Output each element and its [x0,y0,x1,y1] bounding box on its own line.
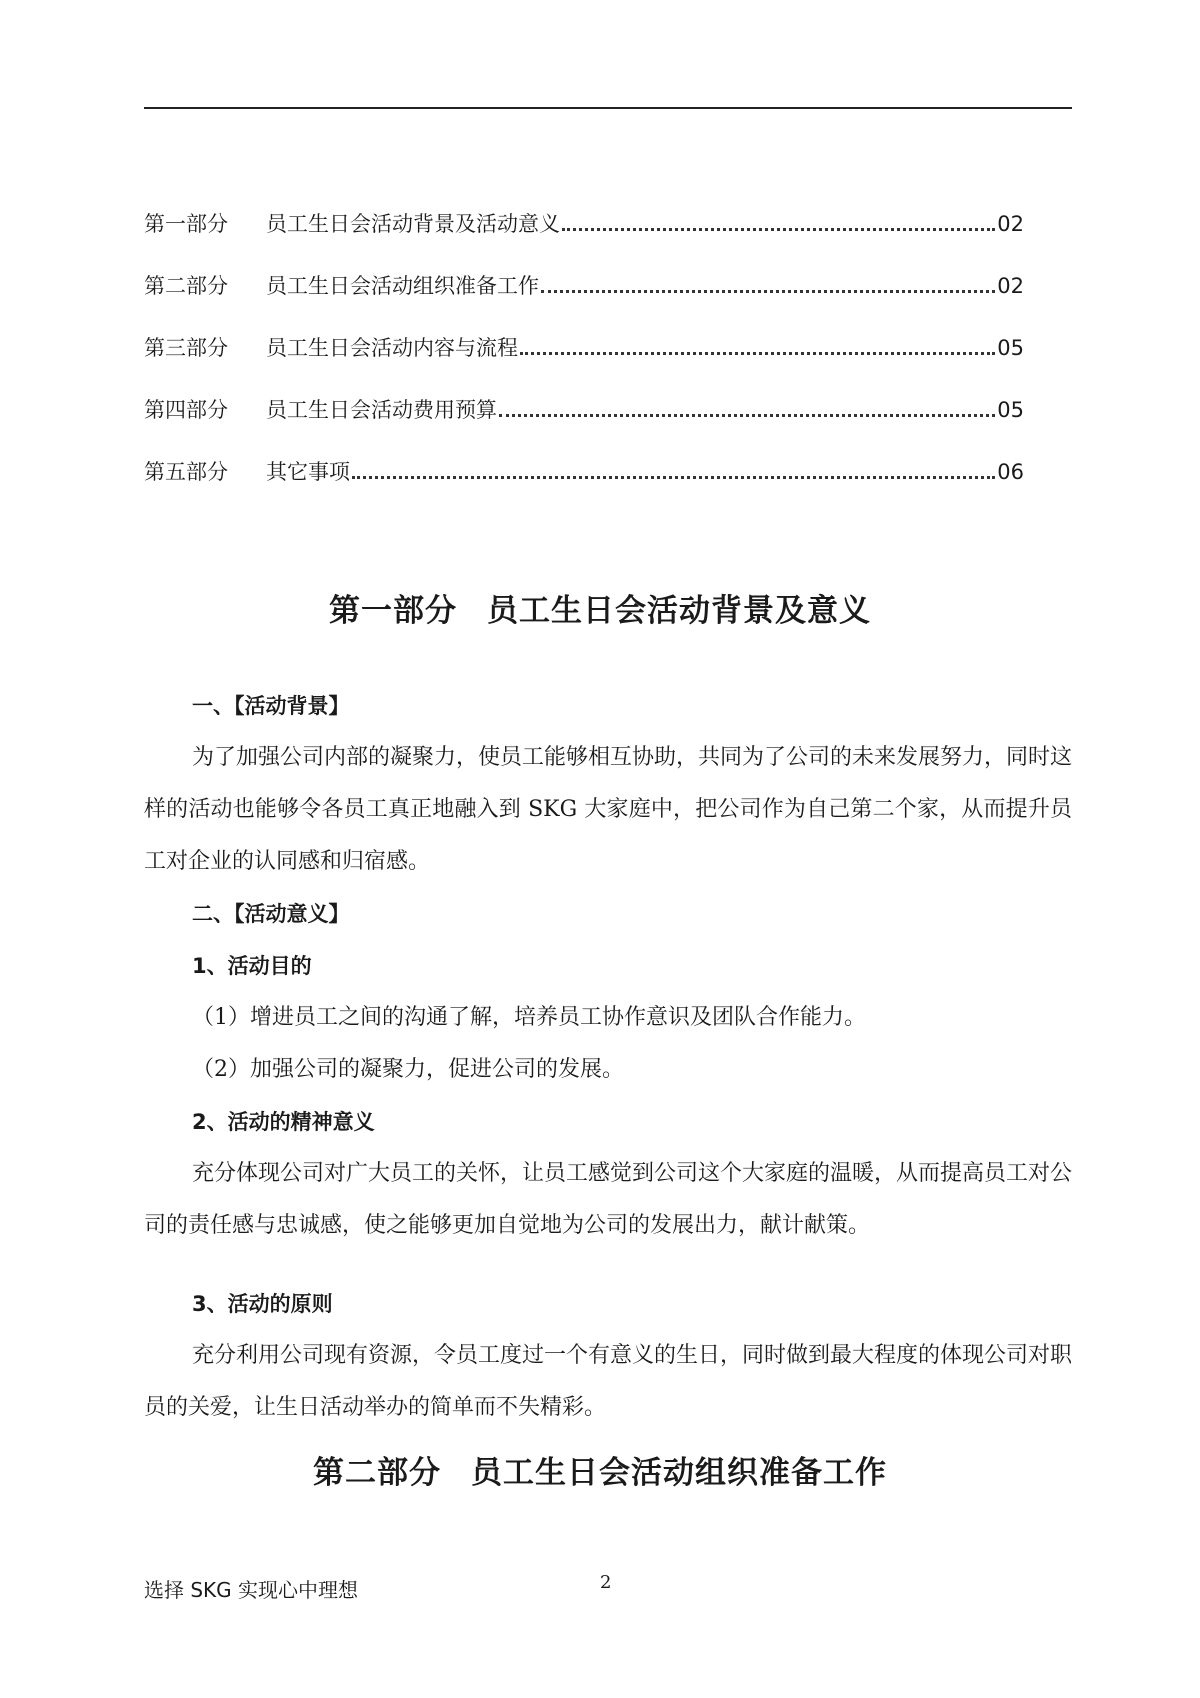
purpose-item: （2）加强公司的凝聚力，促进公司的发展。 [192,1057,624,1082]
meaning-heading: 二、【活动意义】 [192,902,350,926]
toc-part: 第四部分 [144,398,228,422]
toc-leader [541,289,995,293]
principle-heading: 3、活动的原则 [192,1292,333,1316]
toc-leader [499,413,995,417]
toc-leader [352,475,995,479]
table-of-contents [144,208,1024,518]
background-heading: 一、【活动背景】 [192,694,350,718]
toc-title: 员工生日会活动背景及活动意义 [266,212,560,236]
purpose-item: （1）增进员工之间的沟通了解，培养员工协作意识及团队合作能力。 [192,1005,866,1030]
toc-entry[interactable] [144,456,1024,518]
toc-entry[interactable] [144,332,1024,394]
spirit-paragraph: 充分体现公司对广大员工的关怀，让员工感觉到公司这个大家庭的温暖，从而提高员工对公司的责任感与忠诚感，使之能够更加自觉地为公司的发展出力，献计献策。 [144,1161,1073,1238]
section-2-title [0,1447,1200,1492]
toc-part: 第一部分 [144,212,228,236]
toc-page: 05 [997,336,1024,360]
purpose-heading: 1、活动目的 [192,954,312,978]
section-1-part: 第一部分 [329,593,457,629]
toc-leader [520,351,995,355]
principle-paragraph: 充分利用公司现有资源，令员工度过一个有意义的生日，同时做到最大程度的体现公司对职员的关爱，让生日活动举办的简单而不失精彩。 [144,1343,1073,1420]
section-1-heading: 员工生日会活动背景及意义 [487,593,871,629]
header-rule [144,107,1072,109]
toc-entry[interactable] [144,208,1024,270]
toc-entry[interactable] [144,394,1024,456]
toc-title: 员工生日会活动内容与流程 [266,336,518,360]
toc-title: 其它事项 [266,460,350,484]
toc-leader [562,227,995,231]
toc-title: 员工生日会活动费用预算 [266,398,497,422]
toc-page: 02 [997,212,1024,236]
toc-part: 第三部分 [144,336,228,360]
toc-page: 02 [997,274,1024,298]
toc-page: 05 [997,398,1024,422]
toc-part: 第五部分 [144,460,228,484]
toc-entry[interactable] [144,270,1024,332]
toc-title: 员工生日会活动组织准备工作 [266,274,539,298]
background-paragraph: 为了加强公司内部的凝聚力，使员工能够相互协助，共同为了公司的未来发展努力，同时这样的活动也能够令各员工真正地融入到 SKG 大家庭中，把公司作为自己第二个家，从而提升员工对企业的认同感和归宿感。 [144,745,1073,874]
footer-slogan: 选择 SKG 实现心中理想 [144,1578,359,1602]
footer-page-number: 2 [600,1572,612,1593]
section-1-title [0,585,1200,630]
toc-part: 第二部分 [144,274,228,298]
section-2-heading: 员工生日会活动组织准备工作 [471,1455,887,1491]
section-1-body [144,680,1072,1434]
spirit-heading: 2、活动的精神意义 [192,1110,375,1134]
section-2-part: 第二部分 [313,1455,441,1491]
toc-page: 06 [997,460,1024,484]
